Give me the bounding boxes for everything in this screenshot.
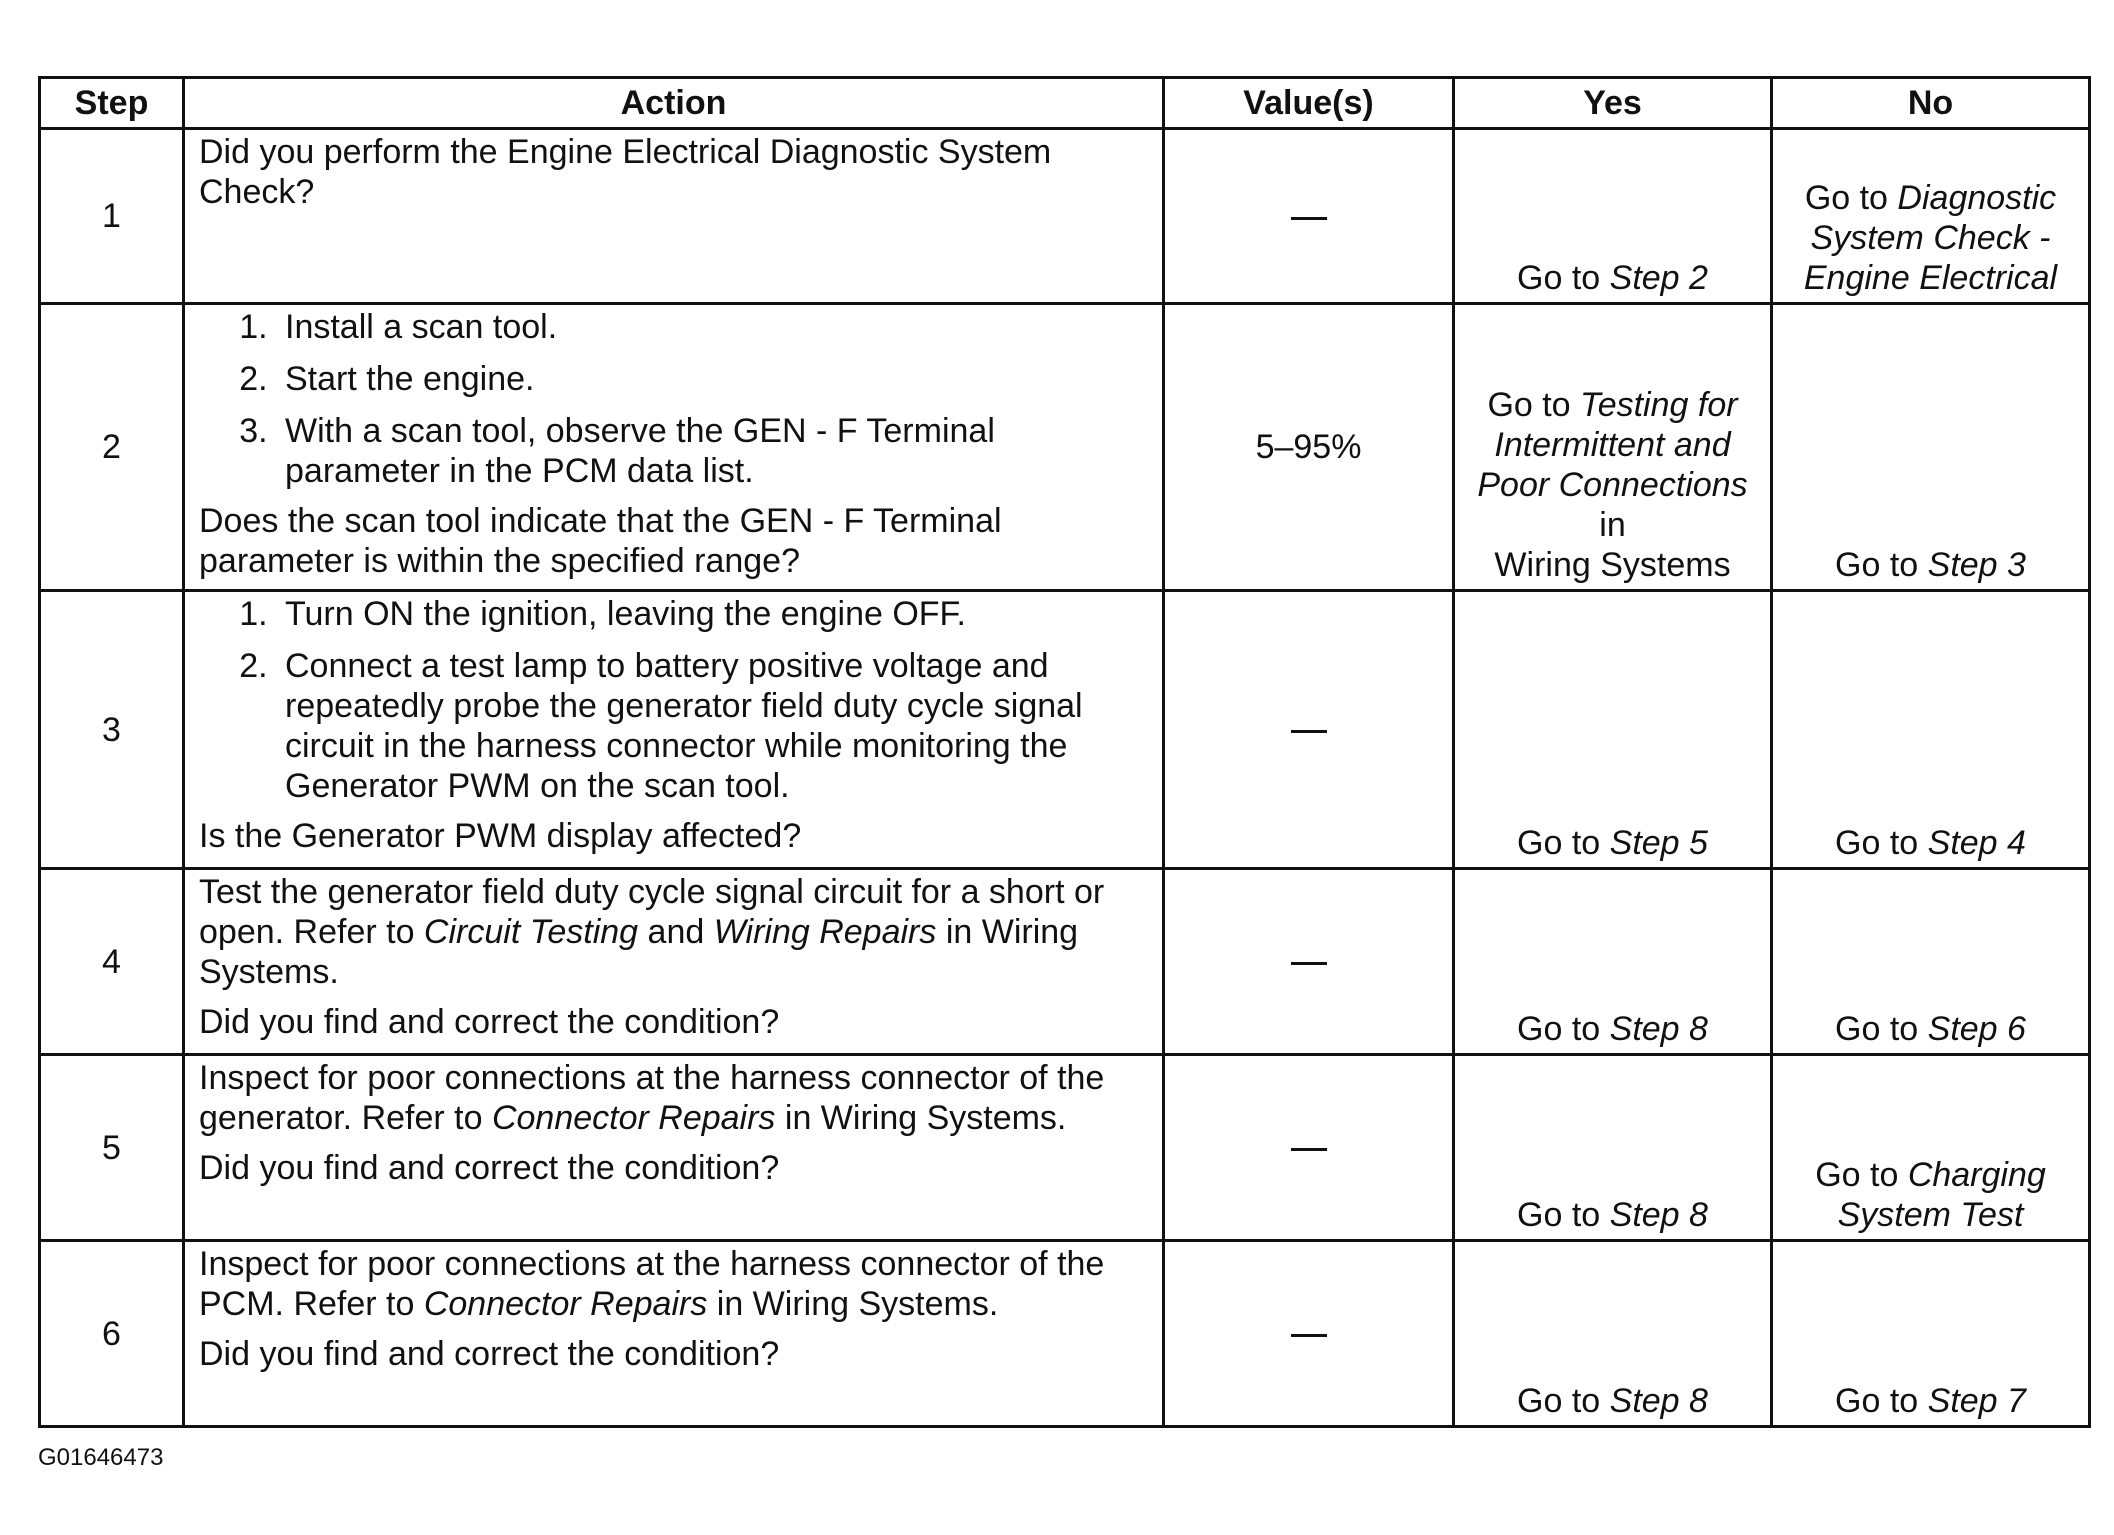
action-cell — [184, 304, 1164, 591]
table-row — [40, 869, 2090, 1055]
value-cell — [1164, 129, 1454, 304]
step-link: Step 2 — [1609, 259, 1708, 297]
value-cell — [1164, 1241, 1454, 1427]
action-cell — [184, 1055, 1164, 1241]
action-list — [199, 594, 1148, 806]
table-row — [40, 304, 2090, 591]
no-cell: Go to Diagnostic System Check - Engine Electrical — [1772, 129, 2090, 304]
value-dash — [1291, 1334, 1327, 1337]
yes-cell: Go to Step 2 — [1454, 129, 1772, 304]
step-number: 1 — [40, 129, 184, 304]
step-link: Step 4 — [1927, 824, 2026, 862]
step-link: Diagnostic System Check - Engine Electrical — [1803, 179, 2058, 297]
header-values: Value(s) — [1164, 78, 1454, 129]
value-cell: 5–95% — [1164, 304, 1454, 591]
no-cell: Go to Step 3 — [1772, 304, 2090, 591]
value-dash — [1291, 962, 1327, 965]
step-link: Charging System Test — [1837, 1156, 2046, 1234]
action-text: Did you perform the Engine Electrical Diagnostic System Check? — [199, 133, 1052, 211]
step-link: Step 8 — [1609, 1196, 1708, 1234]
question-text: Did you find and correct the condition? — [199, 1335, 780, 1373]
value-dash — [1291, 1148, 1327, 1151]
header-yes: Yes — [1454, 78, 1772, 129]
value-cell — [1164, 591, 1454, 869]
figure-id: G01646473 — [38, 1444, 164, 1471]
yes-cell: Go to Step 8 — [1454, 1241, 1772, 1427]
table-header-row — [40, 78, 2090, 129]
step-number: 3 — [40, 591, 184, 869]
step-number: 2 — [40, 304, 184, 591]
step-link: Step 7 — [1927, 1382, 2026, 1420]
value-dash — [1291, 730, 1327, 733]
step-link: Step 8 — [1609, 1382, 1708, 1420]
question-text: Is the Generator PWM display affected? — [199, 817, 802, 855]
header-step: Step — [40, 78, 184, 129]
no-cell: Go to Step 6 — [1772, 869, 2090, 1055]
question-text: Does the scan tool indicate that the GEN - F Terminal parameter is within the specified range? — [199, 502, 1002, 580]
step-number: 6 — [40, 1241, 184, 1427]
action-cell — [184, 129, 1164, 304]
no-cell: Go to Charging System Test — [1772, 1055, 2090, 1241]
list-item: 1. Turn ON the ignition, leaving the engine OFF. — [277, 594, 1148, 634]
table-row — [40, 1241, 2090, 1427]
action-list — [199, 307, 1148, 491]
list-item: 2. Start the engine. — [277, 359, 1148, 399]
yes-cell: Go to Step 5 — [1454, 591, 1772, 869]
action-text: Test the generator field duty cycle signal circuit for a short or open. Refer to Circuit Testing and Wiring Repairs in Wiring Systems. — [199, 873, 1105, 991]
step-link: Step 5 — [1609, 824, 1708, 862]
action-cell — [184, 1241, 1164, 1427]
value-cell — [1164, 869, 1454, 1055]
header-no: No — [1772, 78, 2090, 129]
list-item: 3. With a scan tool, observe the GEN - F Terminal parameter in the PCM data list. — [277, 411, 1148, 491]
table-row — [40, 1055, 2090, 1241]
no-cell: Go to Step 4 — [1772, 591, 2090, 869]
table-row — [40, 591, 2090, 869]
step-number: 4 — [40, 869, 184, 1055]
step-link: Step 6 — [1927, 1010, 2026, 1048]
action-text: Inspect for poor connections at the harness connector of the PCM. Refer to Connector Repairs in Wiring Systems. — [199, 1245, 1105, 1323]
yes-cell: Go to Step 8 — [1454, 869, 1772, 1055]
table-row — [40, 129, 2090, 304]
question-text: Did you find and correct the condition? — [199, 1149, 780, 1187]
step-number: 5 — [40, 1055, 184, 1241]
value-dash — [1291, 217, 1327, 220]
action-cell — [184, 591, 1164, 869]
step-link: Step 8 — [1609, 1010, 1708, 1048]
list-item: 2. Connect a test lamp to battery positive voltage and repeatedly probe the generator field duty cycle signal circuit in the harness connector while monitoring the Generator PWM on the scan tool. — [277, 646, 1148, 806]
value-cell — [1164, 1055, 1454, 1241]
list-item: 1. Install a scan tool. — [277, 307, 1148, 347]
no-cell: Go to Step 7 — [1772, 1241, 2090, 1427]
header-action: Action — [184, 78, 1164, 129]
step-link: Testing for Intermittent and Poor Connections — [1477, 386, 1748, 504]
action-text: Inspect for poor connections at the harness connector of the generator. Refer to Connector Repairs in Wiring Systems. — [199, 1059, 1105, 1137]
yes-cell: Go to Testing for Intermittent and Poor Connections in Wiring Systems — [1454, 304, 1772, 591]
question-text: Did you find and correct the condition? — [199, 1003, 780, 1041]
diagnostic-table — [38, 76, 2091, 1428]
yes-cell: Go to Step 8 — [1454, 1055, 1772, 1241]
action-cell — [184, 869, 1164, 1055]
step-link: Step 3 — [1927, 546, 2026, 584]
